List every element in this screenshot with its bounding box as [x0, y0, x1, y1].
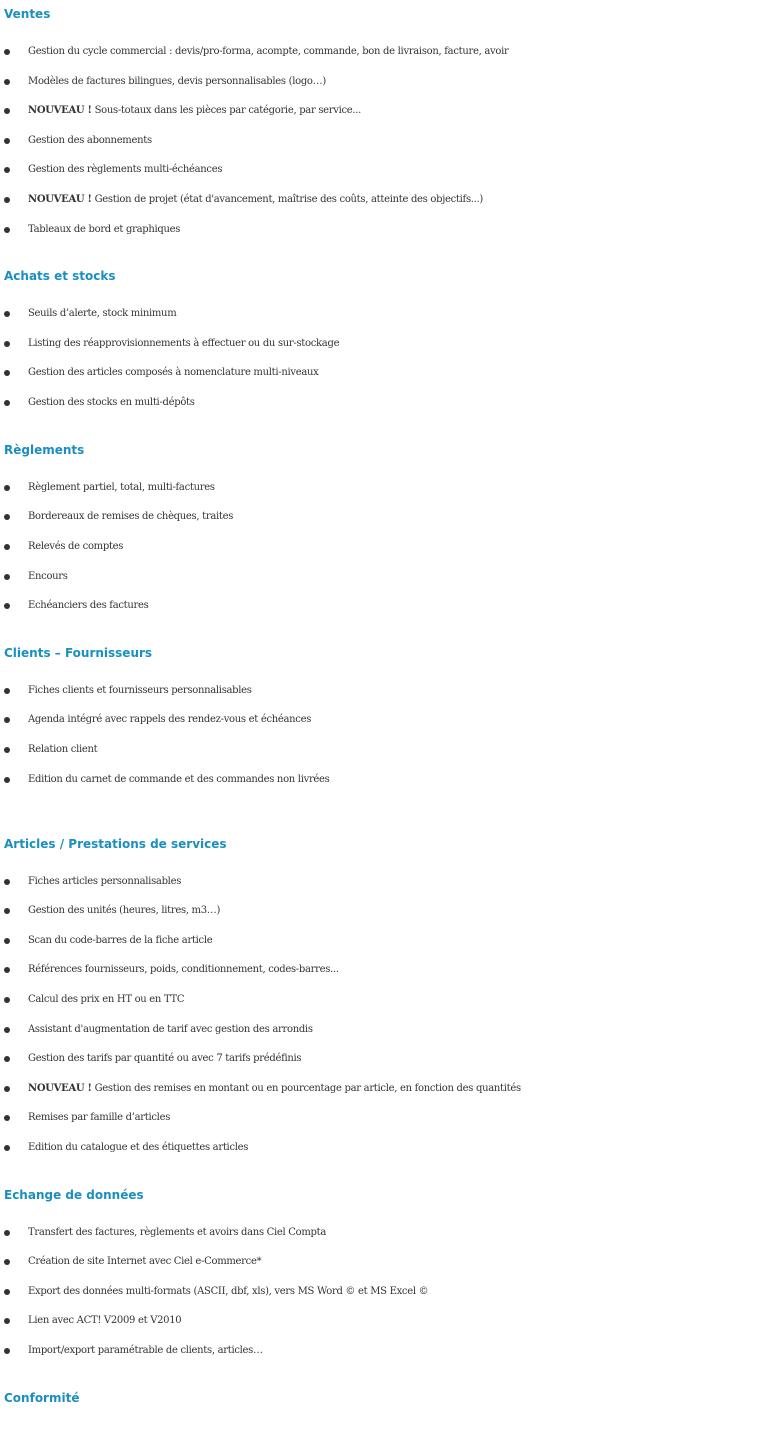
item-label: Edition du carnet de commande et des commandes non livrées — [28, 774, 330, 785]
bullet-icon — [4, 908, 10, 914]
list-item-text — [28, 598, 148, 614]
item-label: Listing des réapprovisionnements à effectuer ou du sur-stockage — [28, 338, 340, 349]
bullet-icon — [4, 341, 10, 347]
item-label: Export des données multi-formats (ASCII, dbf, xls), vers MS Word © et MS Excel © — [28, 1286, 429, 1297]
item-label: Tableaux de bord et graphiques — [28, 224, 181, 235]
item-label: Gestion des remises en montant ou en pourcentage par article, en fonction des quantités — [94, 1083, 521, 1094]
list-item-text — [28, 992, 184, 1008]
bullet-icon — [4, 514, 10, 520]
bullet-icon — [4, 108, 10, 114]
list-item-text — [28, 712, 311, 728]
item-label: Gestion des unités (heures, litres, m3…) — [28, 905, 221, 916]
item-label: Encours — [28, 571, 68, 582]
bullet-icon — [4, 1145, 10, 1151]
list-item-text — [28, 1343, 263, 1359]
list-item-text — [28, 192, 483, 208]
bullet-icon — [4, 1259, 10, 1265]
bullet-icon — [4, 49, 10, 55]
bullet-icon — [4, 1230, 10, 1236]
bullet-icon — [4, 997, 10, 1003]
bullet-icon — [4, 1289, 10, 1295]
new-badge: NOUVEAU ! — [28, 1083, 92, 1094]
bullet-icon — [4, 167, 10, 173]
list-item-text — [28, 1313, 181, 1329]
item-label: Gestion des stocks en multi-dépôts — [28, 397, 195, 408]
item-label: Seuils d’alerte, stock minimum — [28, 308, 177, 319]
bullet-icon — [4, 400, 10, 406]
item-label: Sous-totaux dans les pièces par catégorie, par service... — [94, 105, 362, 116]
bullet-icon — [4, 311, 10, 317]
section-title: Articles / Prestations de services — [4, 837, 227, 851]
item-label: Echéanciers des factures — [28, 600, 149, 611]
bullet-icon — [4, 967, 10, 973]
section-title: Achats et stocks — [4, 269, 116, 283]
list-item-text — [28, 103, 361, 119]
item-label: Scan du code-barres de la fiche article — [28, 935, 213, 946]
list-item-text — [28, 306, 176, 322]
section-title: Echange de données — [4, 1188, 144, 1202]
bullet-icon — [4, 197, 10, 203]
list-item-text — [28, 1254, 261, 1270]
item-label: Lien avec ACT! V2009 et V2010 — [28, 1315, 182, 1326]
list-item-text — [28, 1284, 428, 1300]
item-label: Modèles de factures bilingues, devis personnalisables (logo…) — [28, 76, 326, 87]
bullet-icon — [4, 603, 10, 609]
bullet-icon — [4, 938, 10, 944]
item-label: Gestion des articles composés à nomenclature multi-niveaux — [28, 367, 319, 378]
list-item-text — [28, 742, 97, 758]
list-item-text — [28, 74, 326, 90]
item-label: Relevés de comptes — [28, 541, 124, 552]
bullet-icon — [4, 747, 10, 753]
item-label: Gestion des tarifs par quantité ou avec 7 tarifs prédéfinis — [28, 1053, 302, 1064]
list-item-text — [28, 772, 330, 788]
bullet-icon — [4, 370, 10, 376]
item-label: Transfert des factures, règlements et avoirs dans Ciel Compta — [28, 1227, 327, 1238]
bullet-icon — [4, 879, 10, 885]
bullet-icon — [4, 1348, 10, 1354]
list-item-text — [28, 1225, 326, 1241]
bullet-icon — [4, 1115, 10, 1121]
bullet-icon — [4, 485, 10, 491]
section-title: Conformité — [4, 1391, 80, 1405]
list-item-text — [28, 365, 319, 381]
bullet-icon — [4, 79, 10, 85]
item-label: Import/export paramétrable de clients, articles… — [28, 1345, 263, 1356]
list-item-text — [28, 962, 339, 978]
list-item-text — [28, 539, 123, 555]
list-item-text — [28, 903, 220, 919]
list-item-text — [28, 569, 68, 585]
bullet-icon — [4, 1027, 10, 1033]
item-label: Gestion des règlements multi-échéances — [28, 164, 223, 175]
list-item-text — [28, 1022, 313, 1038]
list-item-text — [28, 1110, 170, 1126]
item-label: Gestion du cycle commercial : devis/pro-forma, acompte, commande, bon de livraison, facture, avoir — [28, 46, 509, 57]
section-title: Ventes — [4, 7, 51, 21]
item-label: Règlement partiel, total, multi-factures — [28, 482, 215, 493]
list-item-text — [28, 480, 215, 496]
item-label: Agenda intégré avec rappels des rendez-vous et échéances — [28, 714, 312, 725]
item-label: Remises par famille d’articles — [28, 1112, 171, 1123]
list-item-text — [28, 933, 212, 949]
list-item-text — [28, 683, 252, 699]
item-label: Références fournisseurs, poids, conditionnement, codes-barres... — [28, 964, 339, 975]
bullet-icon — [4, 688, 10, 694]
item-label: Fiches articles personnalisables — [28, 876, 182, 887]
item-label: Gestion de projet (état d'avancement, maîtrise des coûts, atteinte des objectifs...) — [94, 194, 484, 205]
item-label: Fiches clients et fournisseurs personnalisables — [28, 685, 252, 696]
list-item-text — [28, 162, 222, 178]
section-title: Règlements — [4, 443, 85, 457]
list-item-text — [28, 44, 508, 60]
list-item-text — [28, 874, 181, 890]
list-item-text — [28, 133, 152, 149]
item-label: Gestion des abonnements — [28, 135, 152, 146]
bullet-icon — [4, 1056, 10, 1062]
list-item-text — [28, 222, 180, 238]
list-item-text — [28, 509, 233, 525]
list-item-text — [28, 1081, 521, 1097]
bullet-icon — [4, 1318, 10, 1324]
item-label: Création de site Internet avec Ciel e-Commerce* — [28, 1256, 262, 1267]
bullet-icon — [4, 227, 10, 233]
list-item-text — [28, 1140, 248, 1156]
new-badge: NOUVEAU ! — [28, 194, 92, 205]
bullet-icon — [4, 777, 10, 783]
item-label: Calcul des prix en HT ou en TTC — [28, 994, 185, 1005]
bullet-icon — [4, 1086, 10, 1092]
section-title: Clients – Fournisseurs — [4, 646, 153, 660]
bullet-icon — [4, 138, 10, 144]
list-item-text — [28, 1051, 301, 1067]
bullet-icon — [4, 717, 10, 723]
item-label: Assistant d'augmentation de tarif avec gestion des arrondis — [28, 1024, 313, 1035]
item-label: Relation client — [28, 744, 98, 755]
bullet-icon — [4, 544, 10, 550]
list-item-text — [28, 395, 195, 411]
new-badge: NOUVEAU ! — [28, 105, 92, 116]
list-item-text — [28, 336, 339, 352]
item-label: Bordereaux de remises de chèques, traites — [28, 511, 234, 522]
bullet-icon — [4, 574, 10, 580]
item-label: Edition du catalogue et des étiquettes articles — [28, 1142, 249, 1153]
